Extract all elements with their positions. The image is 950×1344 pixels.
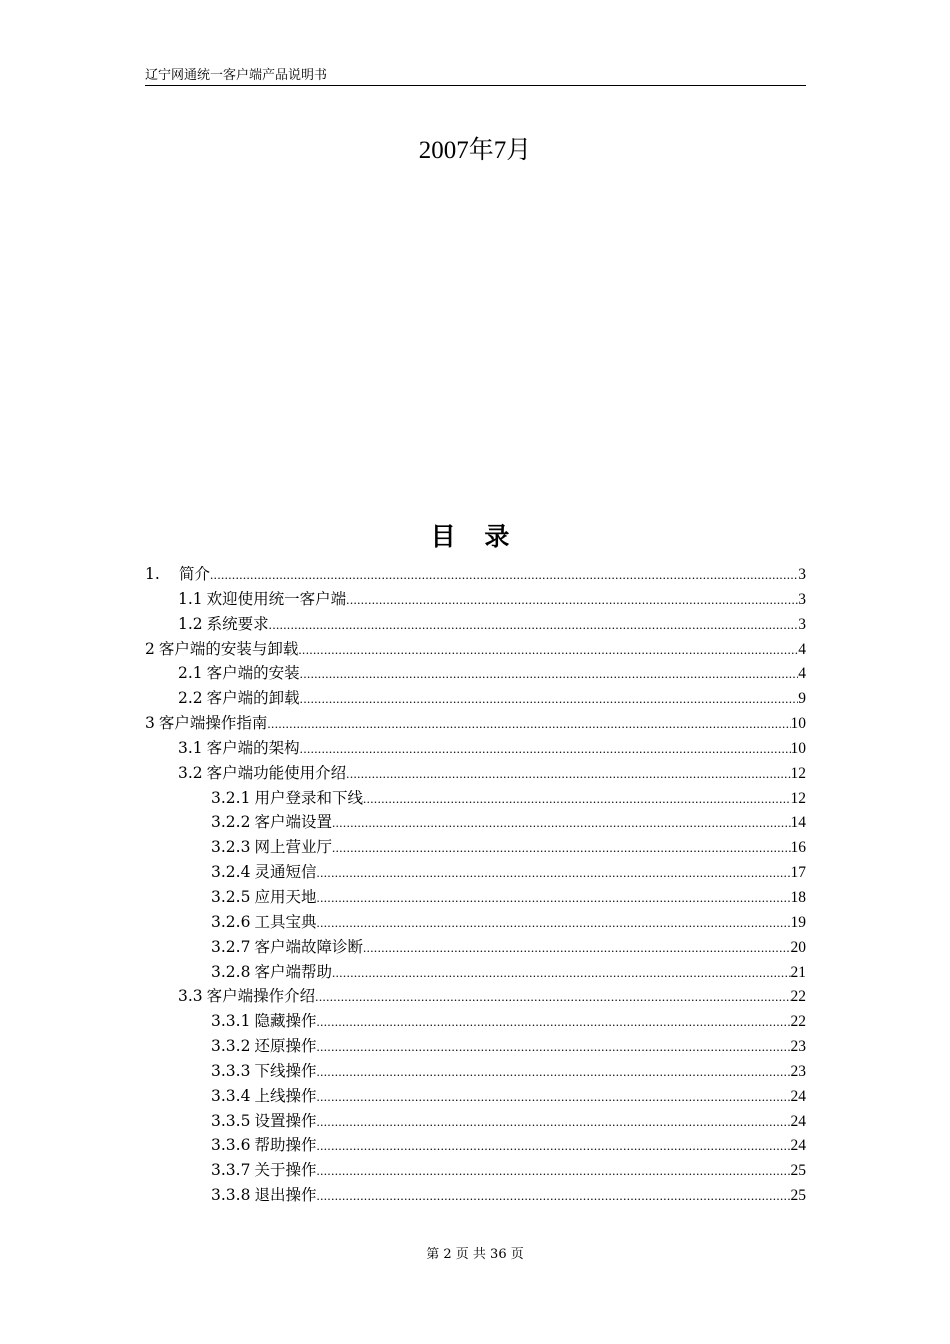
toc-entry[interactable] bbox=[145, 637, 806, 662]
toc-entry[interactable] bbox=[145, 885, 806, 910]
toc-entry[interactable] bbox=[145, 1109, 806, 1134]
toc-dot-leader bbox=[300, 737, 791, 761]
toc-entry-label: 应用天地 bbox=[254, 887, 317, 906]
toc-entry-number: 1. bbox=[145, 565, 160, 583]
toc-entry-label: 系统要求 bbox=[206, 614, 269, 633]
toc-entry-number: 3.3.7 bbox=[211, 1161, 251, 1180]
toc-entry-number: 2 bbox=[145, 639, 155, 658]
toc-dot-leader bbox=[316, 1010, 790, 1034]
toc-dot-leader bbox=[346, 762, 790, 786]
page-footer: 第 2 页 共 36 页 bbox=[426, 1247, 524, 1262]
toc-dot-leader bbox=[363, 787, 791, 811]
toc-entry-number: 3.2.8 bbox=[211, 962, 251, 981]
toc-dot-leader bbox=[267, 712, 790, 736]
toc-entry-page: 24 bbox=[790, 1137, 806, 1155]
toc-entry-label: 还原操作 bbox=[254, 1037, 317, 1056]
toc-entry-label: 工具宝典 bbox=[254, 912, 317, 931]
toc-entry-label: 用户登录和下线 bbox=[254, 788, 363, 807]
toc-entry-page: 9 bbox=[798, 690, 806, 708]
toc-entry[interactable] bbox=[145, 860, 806, 885]
toc-entry[interactable] bbox=[145, 1133, 806, 1158]
toc-dot-leader bbox=[316, 886, 790, 910]
toc-entry-label: 客户端设置 bbox=[254, 813, 332, 832]
toc-entry-page: 12 bbox=[790, 764, 806, 782]
toc-entry-label: 简介 bbox=[179, 565, 211, 583]
toc-entry[interactable] bbox=[145, 686, 806, 711]
toc-dot-leader bbox=[210, 563, 798, 587]
toc-entry-label: 欢迎使用统一客户端 bbox=[206, 589, 347, 608]
toc-entry-page: 4 bbox=[798, 640, 806, 658]
toc-entry-number: 2.1 bbox=[178, 664, 203, 683]
toc-entry-page: 14 bbox=[790, 814, 806, 832]
toc-entry-page: 3 bbox=[798, 566, 806, 583]
toc-entry[interactable] bbox=[145, 1009, 806, 1034]
toc-dot-leader bbox=[332, 961, 791, 985]
toc-entry-number: 3.2.7 bbox=[211, 937, 251, 956]
toc-entry[interactable] bbox=[145, 1034, 806, 1059]
toc-entry-page: 22 bbox=[790, 988, 806, 1006]
toc-entry[interactable] bbox=[145, 1158, 806, 1183]
toc-entry[interactable] bbox=[145, 562, 806, 587]
toc-entry-number: 3.3.5 bbox=[211, 1111, 251, 1130]
toc-dot-leader bbox=[298, 638, 798, 662]
toc-entry-page: 3 bbox=[798, 615, 806, 633]
toc-entry-page: 21 bbox=[790, 963, 806, 981]
header-divider bbox=[145, 85, 806, 86]
toc-dot-leader bbox=[316, 911, 790, 935]
toc-entry-label: 客户端的安装 bbox=[206, 664, 300, 683]
toc-dot-leader bbox=[363, 936, 791, 960]
toc-dot-leader bbox=[332, 811, 791, 835]
toc-entry-number: 3.1 bbox=[178, 738, 203, 757]
toc-entry[interactable] bbox=[145, 761, 806, 786]
toc-dot-leader bbox=[316, 1085, 790, 1109]
date-title: 2007年7月 bbox=[418, 137, 532, 164]
toc-entry-page: 23 bbox=[790, 1038, 806, 1056]
toc-entry-page: 16 bbox=[790, 839, 806, 857]
toc-entry-page: 25 bbox=[790, 1162, 806, 1180]
toc-entry-page: 10 bbox=[790, 739, 806, 757]
toc-entry[interactable] bbox=[145, 935, 806, 960]
toc-dot-leader bbox=[346, 588, 798, 612]
toc-heading: 目 录 bbox=[430, 522, 520, 551]
toc-entry-label: 客户端功能使用介绍 bbox=[206, 763, 347, 782]
toc-entry-label: 客户端的安装与卸载 bbox=[158, 639, 299, 658]
toc-entry-page: 24 bbox=[790, 1112, 806, 1130]
toc-entry[interactable] bbox=[145, 736, 806, 761]
toc-entry[interactable] bbox=[145, 587, 806, 612]
toc-entry-number: 1.1 bbox=[178, 589, 203, 608]
toc-entry-label: 设置操作 bbox=[254, 1111, 317, 1130]
toc-entry[interactable] bbox=[145, 984, 806, 1009]
toc-entry-label: 客户端帮助 bbox=[254, 962, 332, 981]
table-of-contents bbox=[145, 562, 806, 1208]
toc-entry-number: 3.3.3 bbox=[211, 1061, 251, 1080]
header-title: 辽宁网通统一客户端产品说明书 bbox=[145, 68, 328, 83]
toc-entry[interactable] bbox=[145, 1059, 806, 1084]
toc-dot-leader bbox=[316, 1035, 790, 1059]
toc-entry[interactable] bbox=[145, 835, 806, 860]
toc-entry-page: 10 bbox=[790, 715, 806, 733]
toc-entry[interactable] bbox=[145, 661, 806, 686]
toc-entry-number: 3.3.2 bbox=[211, 1037, 251, 1056]
toc-entry[interactable] bbox=[145, 960, 806, 985]
toc-entry-label: 灵通短信 bbox=[254, 863, 317, 882]
toc-entry-page: 20 bbox=[790, 938, 806, 956]
toc-entry[interactable] bbox=[145, 1084, 806, 1109]
toc-dot-leader bbox=[332, 836, 791, 860]
toc-entry-label: 帮助操作 bbox=[254, 1136, 317, 1155]
toc-dot-leader bbox=[316, 1159, 790, 1183]
toc-entry-label: 客户端故障诊断 bbox=[254, 937, 363, 956]
toc-dot-leader bbox=[316, 1110, 790, 1134]
toc-dot-leader bbox=[316, 1134, 790, 1158]
toc-entry-number: 3 bbox=[145, 714, 155, 733]
toc-entry-number: 3.3.4 bbox=[211, 1086, 251, 1105]
toc-entry-number: 3.2.1 bbox=[211, 788, 251, 807]
toc-entry[interactable] bbox=[145, 786, 806, 811]
toc-entry-number: 3.2.4 bbox=[211, 863, 251, 882]
toc-entry-number: 3.2.3 bbox=[211, 838, 251, 857]
toc-entry-label: 关于操作 bbox=[254, 1161, 317, 1180]
toc-entry-label: 隐藏操作 bbox=[254, 1012, 317, 1031]
toc-entry[interactable] bbox=[145, 1183, 806, 1208]
toc-entry[interactable] bbox=[145, 910, 806, 935]
toc-entry-number: 3.2.5 bbox=[211, 887, 251, 906]
toc-entry[interactable] bbox=[145, 612, 806, 637]
toc-entry-label: 客户端的架构 bbox=[206, 738, 300, 757]
toc-entry-page: 22 bbox=[790, 1013, 806, 1031]
toc-entry-page: 25 bbox=[790, 1187, 806, 1205]
toc-entry-number: 3.3.6 bbox=[211, 1136, 251, 1155]
toc-entry-number: 1.2 bbox=[178, 614, 203, 633]
toc-entry-page: 4 bbox=[798, 665, 806, 683]
toc-entry-label: 上线操作 bbox=[254, 1086, 317, 1105]
toc-entry-page: 24 bbox=[790, 1087, 806, 1105]
toc-entry-number: 3.3.8 bbox=[211, 1186, 251, 1205]
toc-entry-number: 3.2 bbox=[178, 763, 203, 782]
toc-entry-page: 3 bbox=[798, 590, 806, 608]
toc-dot-leader bbox=[300, 687, 799, 711]
toc-entry-number: 2.2 bbox=[178, 689, 203, 708]
toc-dot-leader bbox=[315, 985, 790, 1009]
toc-entry-label: 客户端的卸载 bbox=[206, 689, 300, 708]
toc-entry-page: 18 bbox=[790, 888, 806, 906]
toc-entry-number: 3.2.6 bbox=[211, 912, 251, 931]
toc-entry-number: 3.3.1 bbox=[211, 1012, 251, 1031]
toc-entry-page: 19 bbox=[790, 913, 806, 931]
toc-entry-page: 17 bbox=[790, 864, 806, 882]
toc-entry-page: 12 bbox=[790, 789, 806, 807]
toc-dot-leader bbox=[316, 1060, 790, 1084]
toc-entry-number: 3.2.2 bbox=[211, 813, 251, 832]
toc-entry-number: 3.3 bbox=[178, 987, 203, 1006]
toc-entry[interactable] bbox=[145, 810, 806, 835]
toc-dot-leader bbox=[316, 1184, 790, 1208]
toc-entry-label: 网上营业厅 bbox=[254, 838, 332, 857]
toc-dot-leader bbox=[269, 613, 799, 637]
toc-entry-label: 下线操作 bbox=[254, 1061, 317, 1080]
toc-dot-leader bbox=[300, 662, 799, 686]
toc-entry-label: 客户端操作介绍 bbox=[206, 987, 316, 1006]
toc-entry-page: 23 bbox=[790, 1062, 806, 1080]
toc-entry-label: 客户端操作指南 bbox=[158, 714, 268, 733]
toc-entry-label: 退出操作 bbox=[254, 1186, 317, 1205]
toc-entry[interactable] bbox=[145, 711, 806, 736]
toc-dot-leader bbox=[316, 861, 790, 885]
